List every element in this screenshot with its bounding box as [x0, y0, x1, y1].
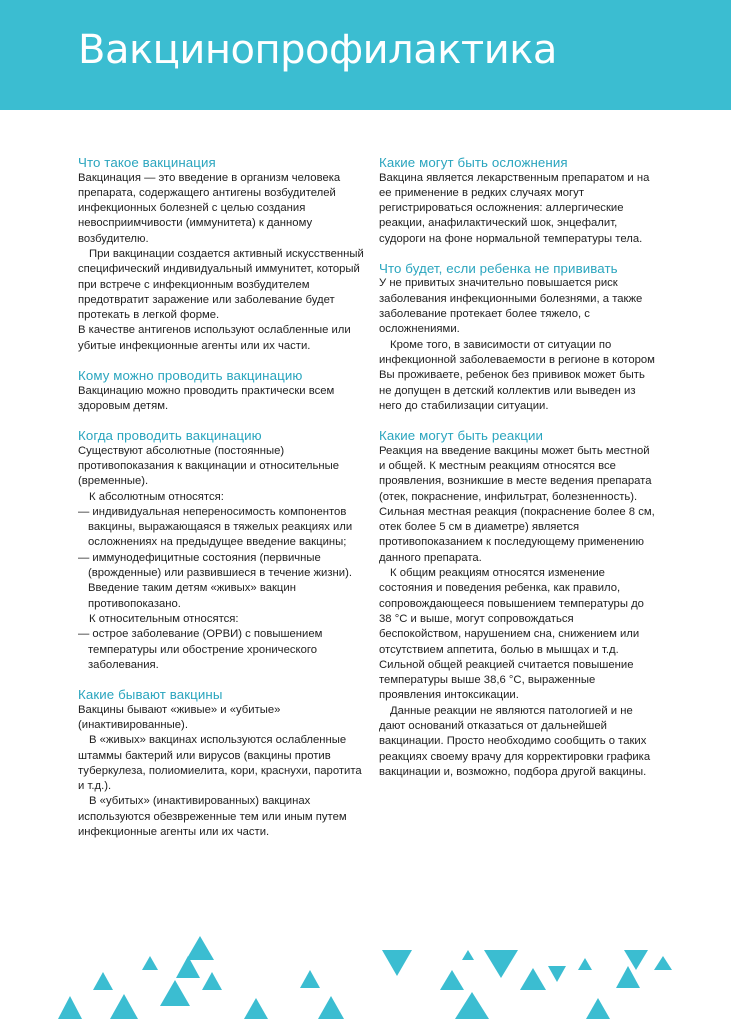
body-paragraph: К абсолютным относятся:: [89, 490, 224, 503]
section-heading: Какие могут быть реакции: [379, 428, 544, 444]
list-item: — иммунодефицитные состояния (первичные (врожденные) или развившиеся в течение жизни). Введение таким детям «живых» вакцин противопоказано.: [78, 551, 352, 610]
triangle-shape: [300, 970, 320, 988]
section-heading: Что будет, если ребенка не прививать: [379, 260, 618, 276]
body-paragraph: Вакцины бывают «живые» и «убитые» (инактивированные).: [78, 703, 281, 731]
article-section: [78, 687, 370, 840]
right-column: [379, 155, 657, 794]
triangle-shape: [382, 950, 412, 976]
body-paragraph: Существуют абсолютные (постоянные) противопоказания к вакцинации и относительные (временные).: [78, 444, 340, 488]
body-paragraph: Вакцина является лекарственным препаратом и на ее применение в редких случаях могут регистрироваться осложнения: аллергические реакции, анафилактический шок, энцефалит, судороги на фоне нормальной температуры тела.: [379, 171, 650, 245]
triangle-shape: [93, 972, 113, 990]
section-heading: Какие бывают вакцины: [78, 687, 223, 703]
page-title: Вакцинопрофилактика: [78, 27, 557, 73]
body-paragraph: У не привитых значительно повышается риск заболевания инфекционными болезнями, а также заболевание протекает более тяжело, с осложнениями.: [379, 277, 643, 336]
article-section: [379, 428, 657, 780]
body-paragraph: Вакцинацию можно проводить практически всем здоровым детям.: [78, 384, 335, 412]
triangle-shape: [455, 992, 489, 1019]
triangle-shape: [654, 956, 672, 970]
body-paragraph: Реакция на введение вакцины может быть местной и общей. К местным реакциям относятся все проявления, возникшие в месте ведения препарата (отек, покраснение, инфильтрат, болезненность). Сильная местная реакция (покраснение более 8 см, отек более 5 см в диаметре) является противопоказанием к последующему применению данного препарата.: [379, 444, 655, 564]
body-paragraph: В «убитых» (инактивированных) вакцинах используются обезвреженные тем или иным путем инфекционные агенты или их части.: [78, 795, 347, 838]
body-paragraph: В «живых» вакцинах используются ослабленные штаммы бактерий или вирусов (вакцины против туберкулеза, полиомиелита, кори, краснухи, паротита и т.д.).: [78, 734, 362, 793]
body-paragraph: В качестве антигенов используют ослабленные или убитые инфекционные агенты или их части.: [78, 324, 351, 352]
triangle-shape: [586, 998, 610, 1019]
triangle-shape: [58, 996, 82, 1019]
triangle-shape: [160, 980, 190, 1006]
article-section: [78, 155, 370, 354]
section-heading: Когда проводить вакцинацию: [78, 428, 262, 444]
article-section: [379, 261, 657, 414]
triangle-shape: [142, 956, 158, 970]
triangle-shape: [202, 972, 222, 990]
triangle-shape: [244, 998, 268, 1019]
article-section: [78, 428, 370, 673]
body-paragraph: Вакцинация — это введение в организм человека препарата, содержащего антигены возбудителей инфекционных болезней с целью создания невосприимчивости (иммунитета) к данному возбудителю.: [78, 171, 341, 245]
body-paragraph: Данные реакции не являются патологией и не дают оснований отказаться от дальнейшей вакцинации. Просто необходимо сообщить о таких реакциях своему врачу для корректировки графика вакцинации и, возможно, подбора другой вакцины.: [379, 704, 651, 778]
body-paragraph: Кроме того, в зависимости от ситуации по инфекционной заболеваемости в регионе в котором Вы проживаете, ребенок без прививок может быть не допущен в детский коллектив или выведен из него до стабилизации ситуации.: [379, 338, 655, 412]
header-banner: [0, 0, 731, 110]
triangle-pattern-decoration: [0, 930, 731, 1019]
triangle-shape: [440, 970, 464, 990]
triangle-shape: [578, 958, 592, 970]
triangle-shape: [110, 994, 138, 1019]
section-heading: Что такое вакцинация: [78, 155, 216, 170]
triangle-shape: [520, 968, 546, 990]
body-paragraph: К относительным относятся:: [89, 612, 239, 625]
article-section: [379, 155, 657, 247]
left-column: [78, 155, 370, 854]
body-paragraph: При вакцинации создается активный искусственный специфический индивидуальный иммунитет, который при встрече с инфекционным возбудителем предотвратит заражение или заболевание будет протекать в легкой форме.: [78, 247, 364, 322]
triangle-shape: [484, 950, 518, 978]
section-heading: Кому можно проводить вакцинацию: [78, 368, 303, 384]
triangle-shape: [186, 936, 214, 960]
triangle-shape: [548, 966, 566, 982]
triangle-shape: [318, 996, 344, 1019]
section-heading: Какие могут быть осложнения: [379, 155, 568, 170]
body-paragraph: К общим реакциям относятся изменение состояния и поведения ребенка, как правило, сопровождающееся повышением температуры до 38 °С и выше, могут сопровождаться беспокойством, нарушением сна, снижением или отсутствием аппетита, болью в мышцах и т.д. Сильной общей реакцией считается повышение температуры выше 38,6 °С, выраженные проявления интоксикации.: [379, 567, 644, 702]
triangle-shape: [462, 950, 474, 960]
article-section: [78, 368, 370, 414]
list-item: — острое заболевание (ОРВИ) с повышением температуры или обострение хронического заболевания.: [78, 628, 323, 671]
list-item: — индивидуальная непереносимость компонентов вакцины, выражающаяся в тяжелых реакциях или осложнениях на предыдущее введение вакцины;: [78, 505, 353, 549]
